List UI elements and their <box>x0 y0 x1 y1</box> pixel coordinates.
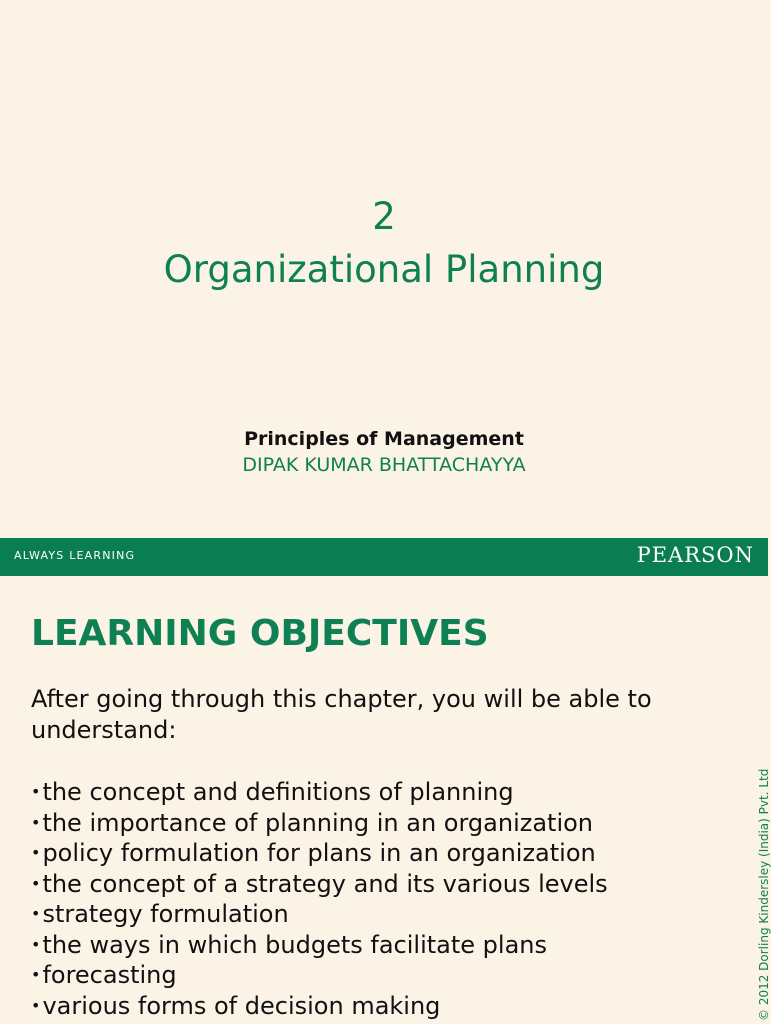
list-item <box>31 930 608 961</box>
list-item <box>31 838 608 869</box>
objective-text: the concept and definitions of planning <box>42 778 514 806</box>
objective-text: various forms of decision making <box>42 991 441 1020</box>
bullet-icon: • <box>31 965 41 984</box>
list-item <box>31 991 608 1022</box>
list-item <box>31 808 608 839</box>
bullet-icon: • <box>31 904 41 923</box>
objectives-list <box>31 777 608 1021</box>
publisher-logo: PEARSON <box>636 543 754 567</box>
objective-text: the ways in which budgets facilitate plans <box>42 930 547 959</box>
tagline: ALWAYS LEARNING <box>14 549 136 562</box>
chapter-title: Organizational Planning <box>163 248 605 291</box>
objective-text: strategy formulation <box>42 900 289 928</box>
bullet-icon: • <box>31 995 41 1015</box>
chapter-number: 2 <box>372 195 396 238</box>
list-item <box>31 899 608 930</box>
objective-text: the importance of planning in an organization <box>42 808 594 837</box>
brand-bar <box>0 538 768 576</box>
objective-text: the concept of a strategy and its various levels <box>42 869 608 898</box>
objective-text: forecasting <box>42 961 177 989</box>
copyright-notice: © 2012 Dorling Kindersley (India) Pvt. Ltd <box>757 768 771 1021</box>
bullet-icon: • <box>31 843 41 862</box>
list-item <box>31 777 608 808</box>
bullet-icon: • <box>31 812 41 832</box>
intro-text: After going through this chapter, you will be able to understand: <box>31 685 652 744</box>
objectives-heading: LEARNING OBJECTIVES <box>31 613 489 654</box>
book-title: Principles of Management <box>244 428 524 450</box>
bullet-icon: • <box>31 934 41 954</box>
list-item <box>31 960 608 991</box>
bullet-icon: • <box>31 873 41 893</box>
bullet-icon: • <box>31 782 41 801</box>
list-item <box>31 869 608 900</box>
objective-text: policy formulation for plans in an organization <box>42 839 596 867</box>
book-author: DIPAK KUMAR BHATTACHAYYA <box>242 454 526 476</box>
objectives-slide <box>0 576 768 1024</box>
